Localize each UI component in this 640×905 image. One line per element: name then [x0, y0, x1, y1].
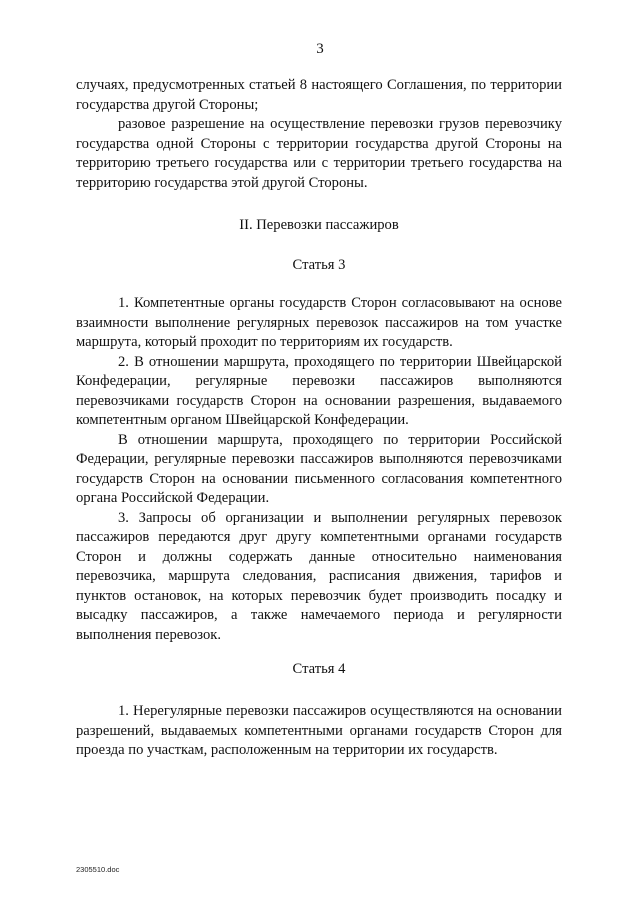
article-4-title-block — [76, 660, 562, 680]
section-heading-block — [76, 216, 562, 236]
article-4-paragraph-1: 1. Нерегулярные перевозки пассажиров осуществляются на основании разрешений, выдаваемых компетентными органами государств Сторон для проезда по участкам, расположенным на территории их государств. — [76, 703, 562, 758]
top-paragraphs — [76, 76, 562, 193]
article-3-paragraph-2b: В отношении маршрута, проходящего по территории Российской Федерации, регулярные перевозки пассажиров выполняются перевозчиками государств Сторон на основании письменного согласования компетентного органа Российской Федерации. — [76, 431, 562, 506]
paragraph: разовое разрешение на осуществление перевозки грузов перевозчику государства одной Стороны с территории государства другой Стороны на территорию третьего государства или с территории третьего государства на территорию государства этой другой Стороны. — [76, 116, 562, 191]
article-3-paragraph-1: 1. Компетентные органы государств Сторон согласовывают на основе взаимности выполнение регулярных перевозок пассажиров на том участке маршрута, который проходит по территориям их государств. — [76, 295, 562, 350]
paragraph: случаях, предусмотренных статьей 8 настоящего Соглашения, по территории государства другой Стороны; — [76, 77, 562, 113]
article-3-title-block — [76, 256, 562, 276]
article-4-title: Статья 4 — [292, 661, 346, 677]
footer-filename: 2305510.doc — [76, 865, 120, 874]
article-3-title: Статья 3 — [292, 257, 346, 273]
article-3-paragraph-2: 2. В отношении маршрута, проходящего по территории Швейцарской Конфедерации, регулярные перевозки пассажиров выполняются перевозчиками государств Сторон на основании разрешения, выдаваемого компетентным органом Швейцарской Конфедерации. — [76, 353, 562, 428]
page-number: 3 — [316, 41, 324, 57]
article-3-body — [76, 294, 562, 645]
article-3-paragraph-3: 3. Запросы об организации и выполнении регулярных перевозок пассажиров передаются друг другу компетентными органами государств Сторон и должны содержать данные относительно наименования перевозчика, маршрута следования, расписания движения, тарифов и пунктов остановок, на которых перевозчик будет производить посадку и высадку пассажиров, а также намечаемого периода и регулярности выполнения перевозок. — [76, 509, 562, 643]
article-4-body — [76, 702, 562, 761]
section-heading: II. Перевозки пассажиров — [239, 217, 399, 233]
